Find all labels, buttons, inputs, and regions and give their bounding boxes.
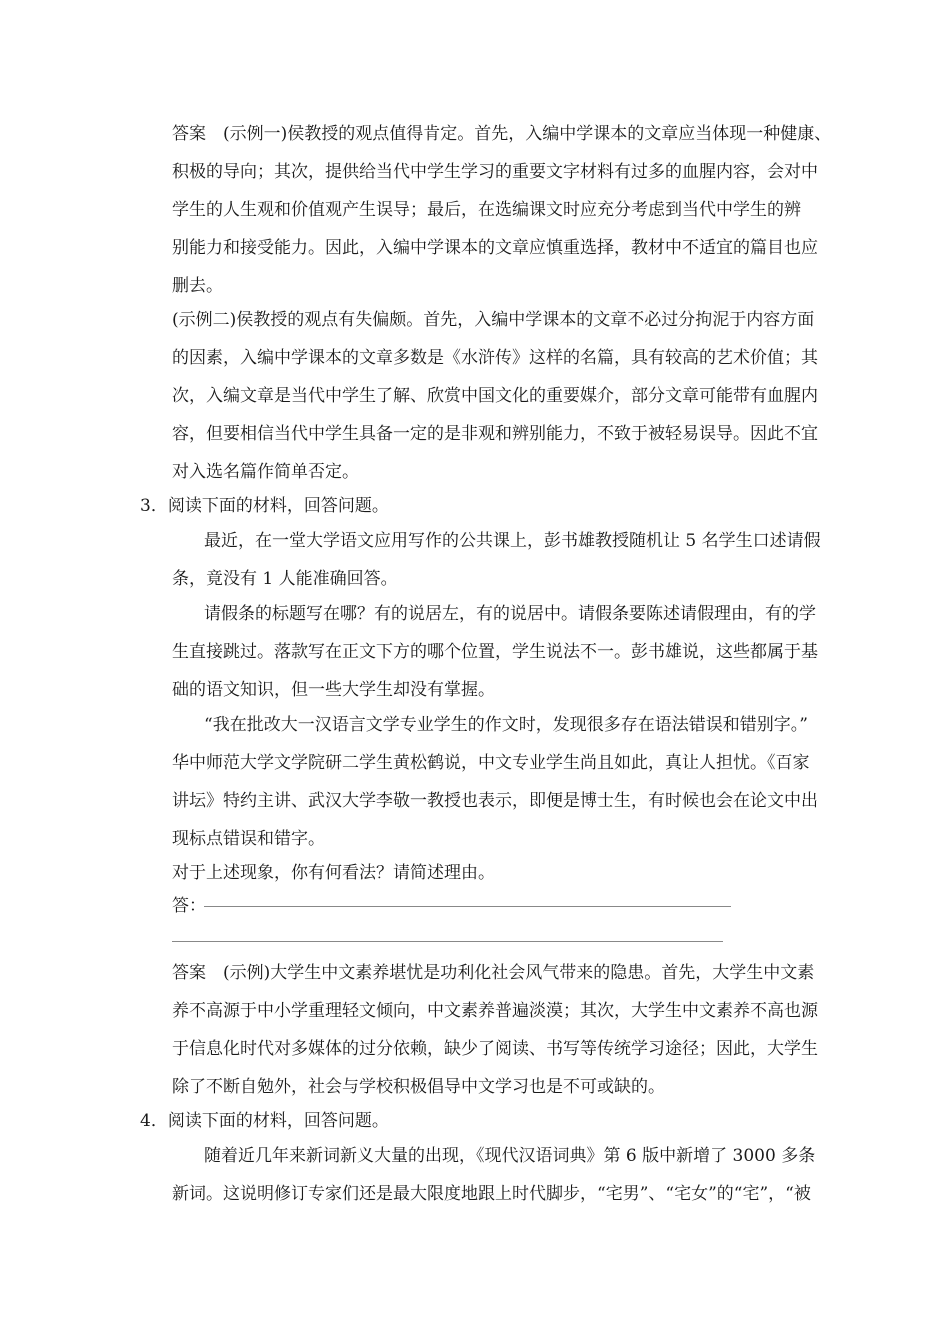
q3-paragraph-1-line-1: 最近，在一堂大学语文应用写作的公共课上，彭书雄教授随机让 5 名学生口述请假 (204, 531, 821, 551)
q3-paragraph-3-line-1: “我在批改大一汉语言文学专业学生的作文时，发现很多存在语法错误和错别字。” (204, 715, 808, 735)
q3-paragraph-2-line-3: 础的语文知识，但一些大学生却没有掌握。 (172, 680, 495, 700)
q3-answer-line-2: 养不高源于中小学重理轻文倾向，中文素养普遍淡漠；其次，大学生中文素养不高也源 (172, 1001, 818, 1021)
answer1-line-9: 容，但要相信当代中学生具备一定的是非观和辨别能力，不致于被轻易误导。因此不宜 (172, 424, 818, 444)
q4-paragraph-1-line-1: 随着近几年来新词新义大量的出现，《现代汉语词典》第 6 版中新增了 3000 多条 (204, 1146, 816, 1166)
answer1-line-5: 删去。 (172, 276, 223, 296)
q3-paragraph-3-line-3: 讲坛》特约主讲、武汉大学李敬一教授也表示，即便是博士生，有时候也会在论文中出 (172, 791, 818, 811)
answer1-line-1: 答案 (示例一)侯教授的观点值得肯定。首先，入编中学课本的文章应当体现一种健康、 (172, 124, 832, 144)
answer1-line-6: (示例二)侯教授的观点有失偏颇。首先，入编中学课本的文章不必过分拘泥于内容方面 (172, 310, 815, 330)
answer1-line-8: 次，入编文章是当代中学生了解、欣赏中国文化的重要媒介，部分文章可能带有血腥内 (172, 386, 818, 406)
answer1-line-3: 学生的人生观和价值观产生误导；最后，在选编课文时应充分考虑到当代中学生的辨 (172, 200, 801, 220)
q3-question: 对于上述现象，你有何看法？请简述理由。 (172, 863, 495, 883)
q3-paragraph-2-line-2: 生直接跳过。落款写在正文下方的哪个位置，学生说法不一。彭书雄说，这些都属于基 (172, 642, 818, 662)
q3-paragraph-2-line-1: 请假条的标题写在哪？有的说居左，有的说居中。请假条要陈述请假理由，有的学 (204, 604, 816, 624)
question-3-title: 3．阅读下面的材料，回答问题。 (140, 496, 389, 516)
q3-paragraph-3-line-4: 现标点错误和错字。 (172, 829, 325, 849)
answer1-line-2: 积极的导向；其次，提供给当代中学生学习的重要文字材料有过多的血腥内容，会对中 (172, 162, 818, 182)
answer1-line-4: 别能力和接受能力。因此，入编中学课本的文章应慎重选择，教材中不适宜的篇目也应 (172, 238, 818, 258)
answer-label: 答： (172, 896, 206, 916)
q3-answer-line-1: 答案 (示例)大学生中文素养堪忧是功利化社会风气带来的隐患。首先，大学生中文素 (172, 963, 815, 983)
answer-blank-line-2[interactable] (172, 941, 723, 942)
answer-blank-line-1[interactable] (204, 906, 731, 907)
question-4-title: 4．阅读下面的材料，回答问题。 (140, 1111, 389, 1131)
q3-paragraph-1-line-2: 条，竟没有 1 人能准确回答。 (172, 569, 398, 589)
answer1-line-10: 对入选名篇作简单否定。 (172, 462, 359, 482)
q3-answer-line-3: 于信息化时代对多媒体的过分依赖，缺少了阅读、书写等传统学习途径；因此，大学生 (172, 1039, 818, 1059)
q4-paragraph-1-line-2: 新词。这说明修订专家们还是最大限度地跟上时代脚步，“宅男”、“宅女”的“宅”，“被 (172, 1184, 811, 1204)
q3-paragraph-3-line-2: 华中师范大学文学院研二学生黄松鹤说，中文专业学生尚且如此，真让人担忧。《百家 (172, 753, 810, 773)
answer1-line-7: 的因素，入编中学课本的文章多数是《水浒传》这样的名篇，具有较高的艺术价值；其 (172, 348, 818, 368)
q3-answer-line-4: 除了不断自勉外，社会与学校积极倡导中文学习也是不可或缺的。 (172, 1077, 665, 1097)
